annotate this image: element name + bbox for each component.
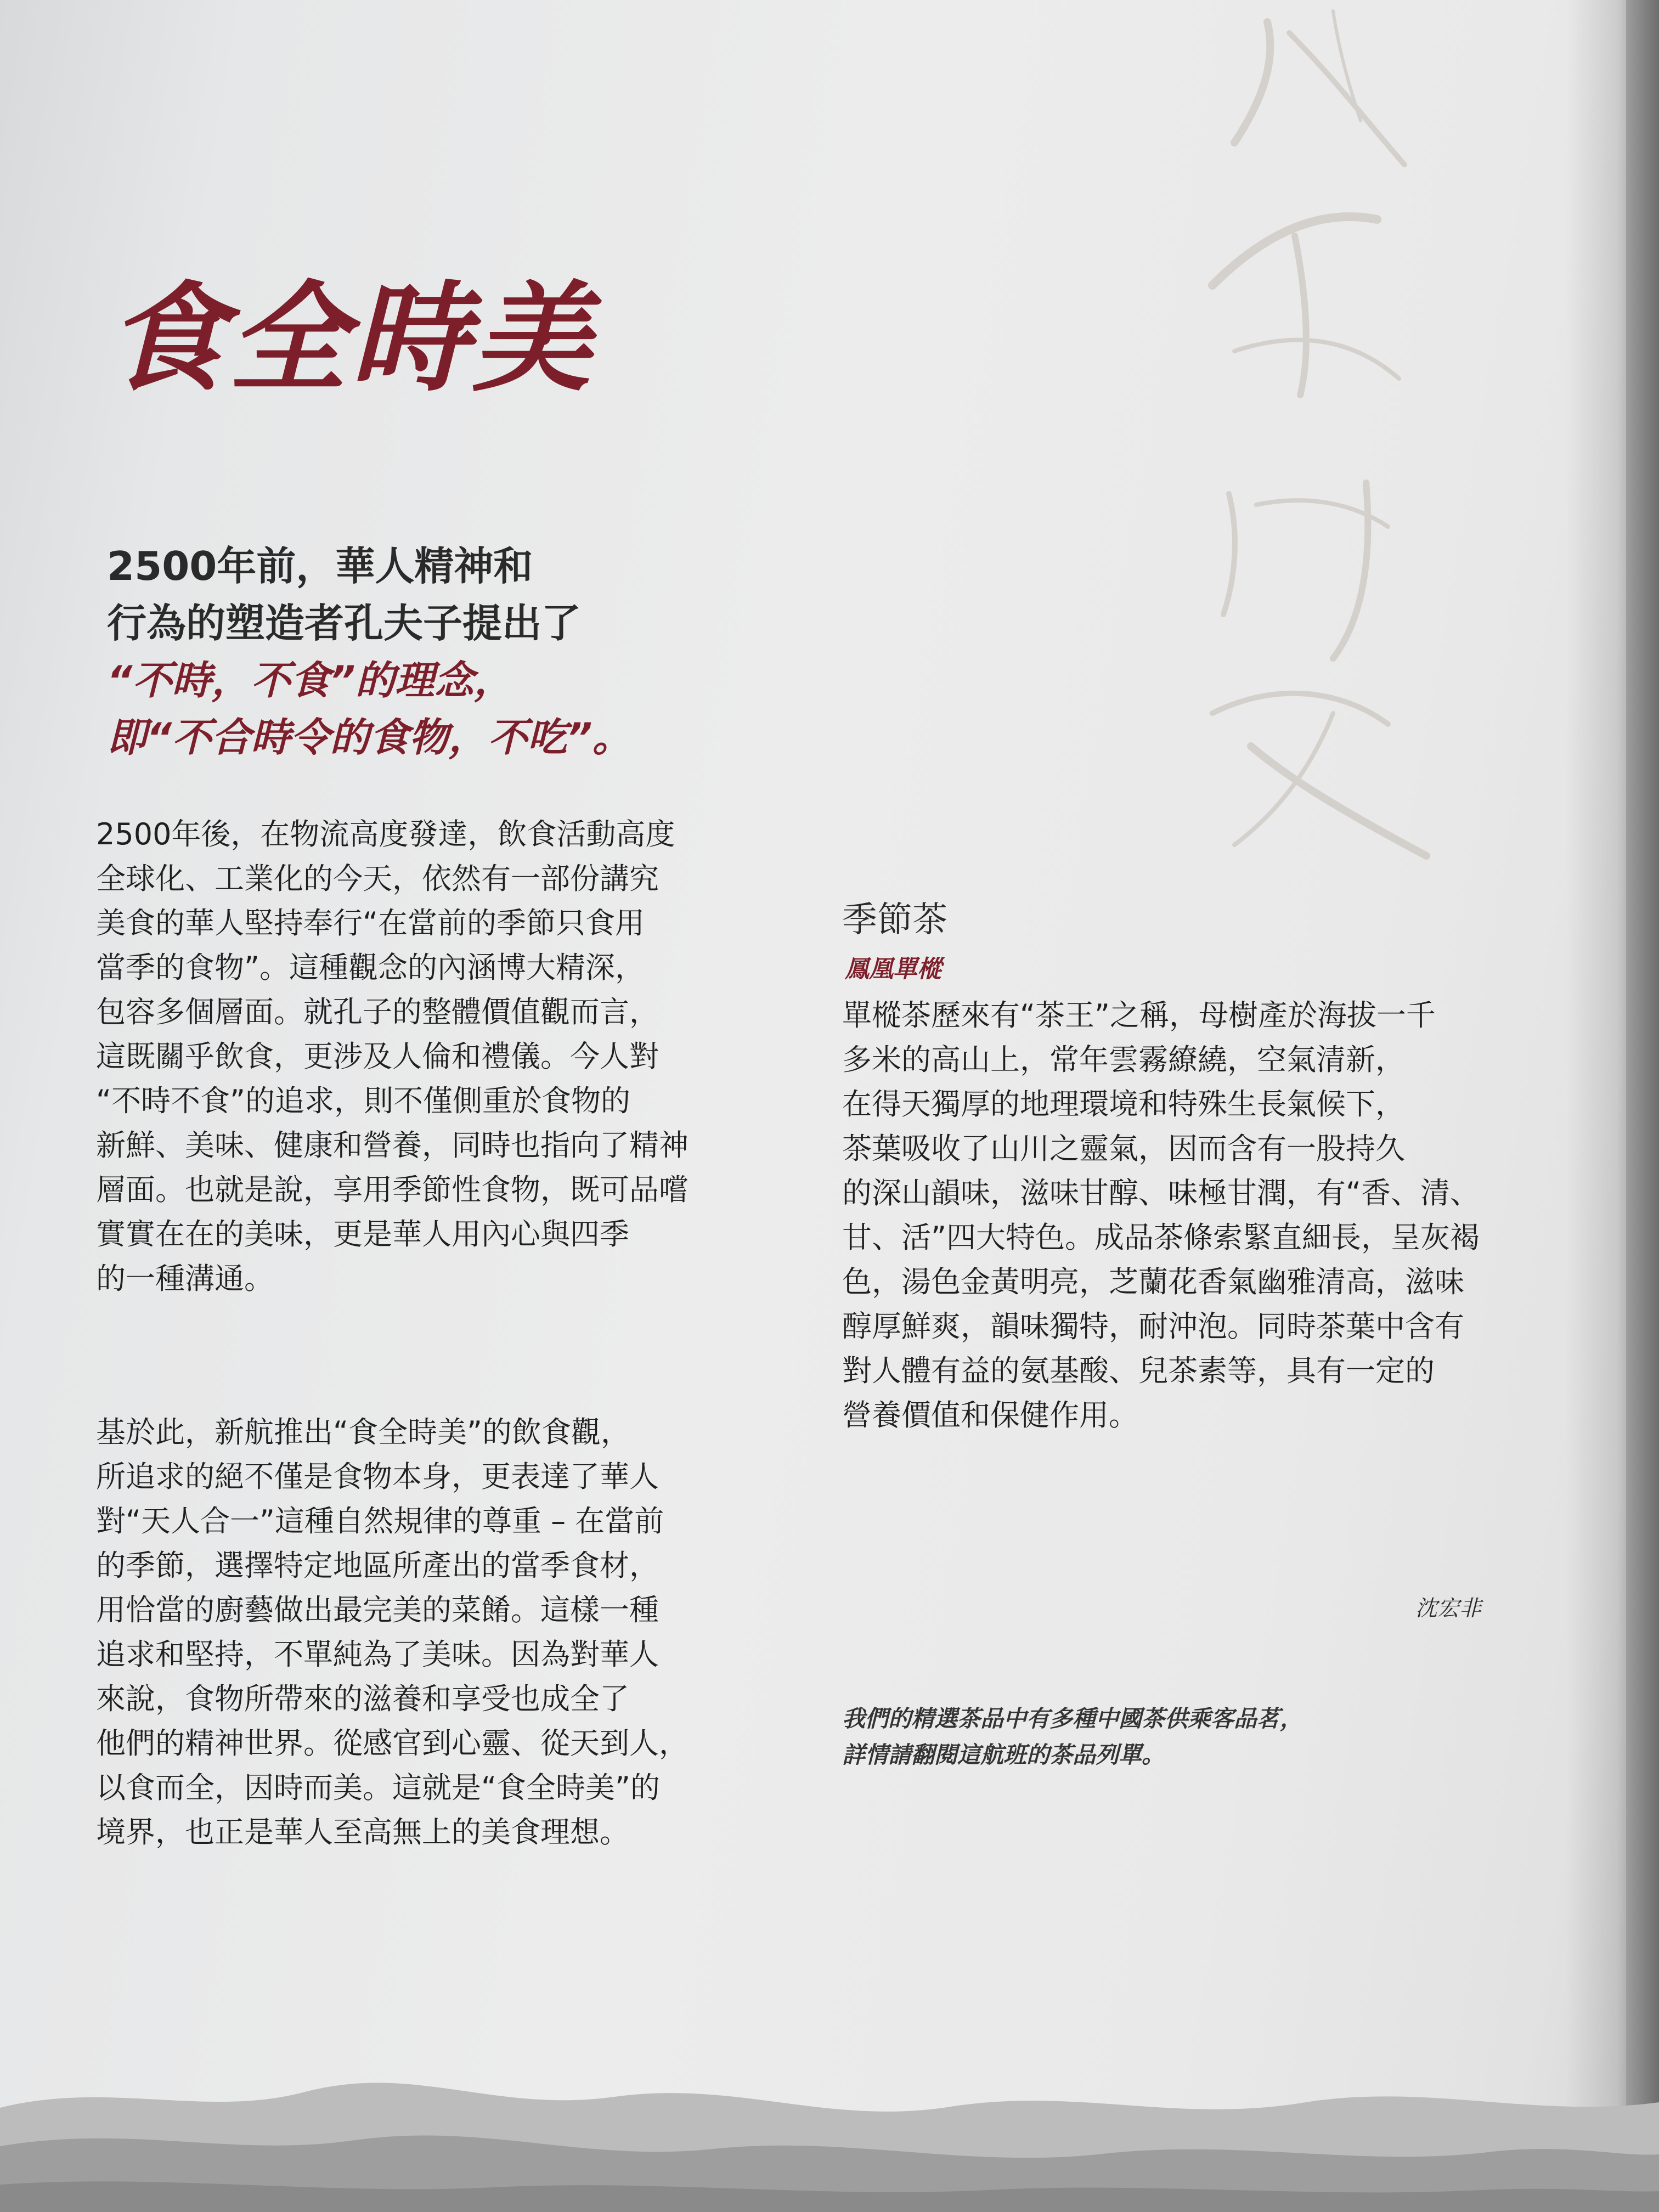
intro-accent-line: 即“不合時令的食物，不吃”。	[107, 714, 632, 760]
paragraph-line: 境界，也正是華人至高無上的美食理想。	[96, 1815, 629, 1849]
note-line: 我們的精選茶品中有多種中國茶供乘客品茗，	[842, 1705, 1304, 1732]
intro-accent-line: “不時，不食”的理念，	[107, 657, 514, 703]
paragraph-line: 所追求的絕不僅是食物本身，更表達了華人	[96, 1459, 659, 1494]
paragraph-line: 用恰當的廚藝做出最完美的菜餚。這樣一種	[96, 1593, 659, 1627]
body-paragraph-2	[96, 1410, 787, 1854]
paragraph-line: 他們的精神世界。從感官到心靈、從天到人，	[96, 1726, 689, 1760]
paragraph-line: 新鮮、美味、健康和營養，同時也指向了精神	[96, 1128, 689, 1163]
tea-line: 甘、活”四大特色。成品茶條索緊直細長，呈灰褐	[842, 1220, 1480, 1255]
author-name: 沈宏非	[1415, 1596, 1481, 1621]
paragraph-line: 這既關乎飲食，更涉及人倫和禮儀。今人對	[96, 1039, 659, 1074]
paragraph-line: 追求和堅持，不單純為了美味。因為對華人	[96, 1637, 659, 1672]
tea-line: 茶葉吸收了山川之靈氣，因而含有一股持久	[842, 1131, 1405, 1166]
calligraphy-watermark	[1169, 0, 1476, 889]
paragraph-line: 2500年後，在物流高度發達，飲食活動高度	[96, 817, 675, 851]
paragraph-line: 層面。也就是說，享用季節性食物，既可品嚐	[96, 1172, 689, 1207]
tea-name: 鳳凰單樅	[845, 955, 941, 983]
tea-line: 的深山韻味，滋味甘醇、味極甘潤，有“香、清、	[842, 1176, 1480, 1210]
paragraph-line: 全球化、工業化的今天，依然有一部份講究	[96, 861, 659, 896]
tea-line: 色，湯色金黃明亮，芝蘭花香氣幽雅清高，滋味	[842, 1265, 1464, 1299]
intro-line: 2500年前，華人精神和	[107, 543, 533, 589]
paragraph-line: 美食的華人堅持奉行“在當前的季節只食用	[96, 906, 645, 940]
mountain-illustration	[0, 2031, 1659, 2212]
paragraph-line: 當季的食物”。這種觀念的內涵博大精深，	[96, 950, 645, 985]
page-edge	[1626, 0, 1659, 2212]
tea-description	[842, 993, 1555, 1437]
paragraph-line: 以食而全，因時而美。這就是“食全時美”的	[96, 1770, 660, 1805]
tea-line: 營養價值和保健作用。	[842, 1398, 1138, 1432]
paragraph-line: 包容多個層面。就孔子的整體價值觀而言，	[96, 995, 659, 1029]
tea-line: 單樅茶歷來有“茶王”之稱，母樹產於海拔一千	[842, 998, 1436, 1032]
tea-line: 多米的高山上，常年雲霧繚繞，空氣清新，	[842, 1042, 1405, 1077]
paragraph-line: 的季節，選擇特定地區所產出的當季食材，	[96, 1548, 659, 1583]
note-line: 詳情請翻閱這航班的茶品列單。	[842, 1741, 1165, 1768]
paragraph-line: 的一種溝通。	[96, 1261, 274, 1296]
page-title: 食全時美	[107, 270, 595, 408]
tea-line: 醇厚鮮爽，韻味獨特，耐沖泡。同時茶葉中含有	[842, 1309, 1464, 1344]
tea-line: 在得天獨厚的地理環境和特殊生長氣候下，	[842, 1087, 1405, 1121]
paragraph-line: 對“天人合一”這種自然規律的尊重 – 在當前	[96, 1504, 664, 1538]
intro-line: 行為的塑造者孔夫子提出了	[107, 600, 582, 646]
tea-section-heading: 季節茶	[842, 900, 947, 940]
tea-line: 對人體有益的氨基酸、兒茶素等，具有一定的	[842, 1353, 1435, 1388]
paragraph-line: “不時不食”的追求，則不僅側重於食物的	[96, 1084, 630, 1118]
paragraph-line: 基於此，新航推出“食全時美”的飲食觀，	[96, 1415, 630, 1449]
paragraph-line: 實實在在的美味，更是華人用內心與四季	[96, 1217, 629, 1251]
tea-menu-note	[842, 1701, 1303, 1773]
paragraph-line: 來說，食物所帶來的滋養和享受也成全了	[96, 1681, 629, 1716]
intro-quote	[107, 538, 820, 766]
body-paragraph-1	[96, 812, 787, 1301]
